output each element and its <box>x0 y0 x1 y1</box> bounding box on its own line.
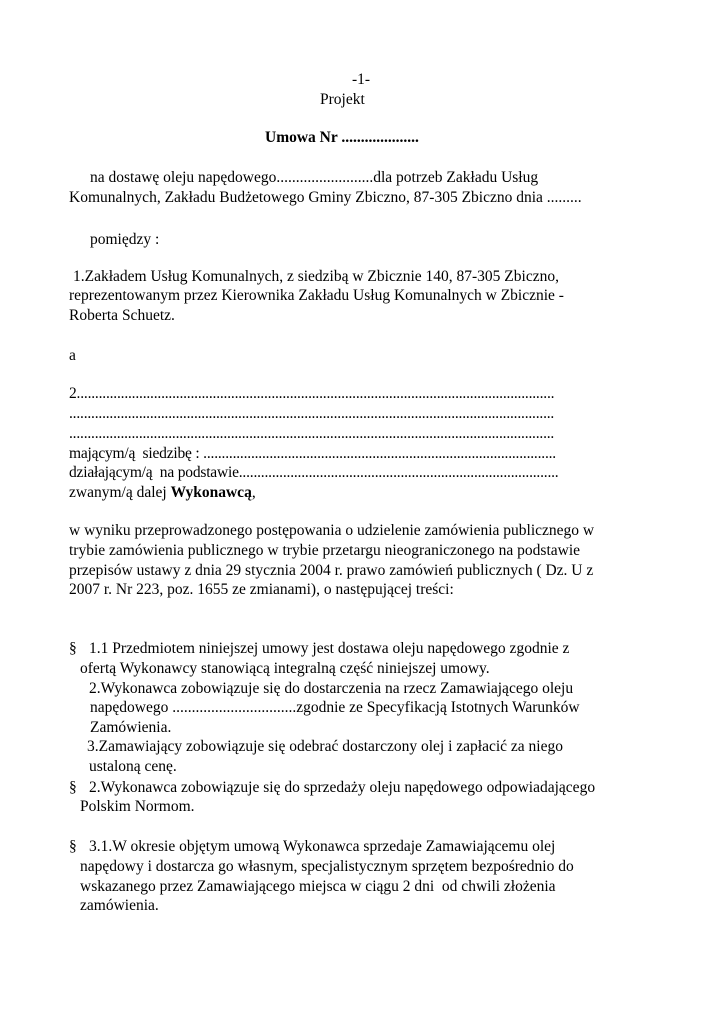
section-2-symbol: § <box>69 779 77 796</box>
basis-line-3: przepisów ustawy z dnia 29 stycznia 2004 r. prawo zamówień publicznych ( Dz. U z <box>69 562 594 579</box>
section-2-line-1: 2.Wykonawca zobowiązuje się do sprzedaży oleju napędowego odpowiadającego <box>89 779 596 796</box>
section-1-line-6: 3.Zamawiający zobowiązuje się odebrać dostarczony olej i zapłacić za niego <box>87 738 563 755</box>
intro-line-2: Komunalnych, Zakładu Budżetowego Gminy Zbiczno, 87-305 Zbiczno dnia ......... <box>69 189 582 206</box>
section-1-line-2: ofertą Wykonawcy stanowiącą integralną część niniejszej umowy. <box>80 660 490 677</box>
between-label: pomiędzy : <box>90 231 160 248</box>
section-1-symbol: § <box>69 640 77 657</box>
party2-basis-line: działającym/ą na podstawie....................................................................................... <box>69 464 559 481</box>
section-3-line-2: napędowy i dostarcza go własnym, specjalistycznym sprzętem bezpośrednio do <box>80 858 574 875</box>
section-2-line-2: Polskim Normom. <box>80 798 195 815</box>
section-1-line-7: ustaloną cenę. <box>89 758 177 775</box>
page-number: -1- <box>352 71 371 88</box>
party2-called-line <box>69 483 256 503</box>
party1-line-1: 1.Zakładem Usług Komunalnych, z siedzibą w Zbicznie 140, 87-305 Zbiczno, <box>73 268 559 285</box>
section-3-line-3: wskazanego przez Zamawiającego miejsca w ciągu 2 dni od chwili złożenia <box>80 878 556 895</box>
party2-line-3: .................................................................................................................................... <box>69 425 555 442</box>
party1-line-2: reprezentowanym przez Kierownika Zakładu Usług Komunalnych w Zbicznie - <box>69 287 564 304</box>
and-label: a <box>69 347 76 364</box>
called-prefix: zwanym/ą dalej <box>69 484 171 501</box>
document-label: Projekt <box>320 91 365 108</box>
section-3-line-1: 3.1.W okresie objętym umową Wykonawca sprzedaje Zamawiającemu olej <box>89 838 556 855</box>
party2-line-2: .................................................................................................................................... <box>69 405 555 422</box>
contractor-name: Wykonawcą <box>170 484 252 501</box>
party2-seat-line: mającym/ą siedzibę : ................................................................................................ <box>69 445 556 462</box>
party1-line-3: Roberta Schuetz. <box>69 307 175 324</box>
section-3-line-4: zamówienia. <box>80 897 159 914</box>
basis-line-4: 2007 r. Nr 223, poz. 1655 ze zmianami), o następującej treści: <box>69 581 454 598</box>
contract-title: Umowa Nr .................... <box>265 129 419 146</box>
section-3-symbol: § <box>69 838 77 855</box>
party2-line-1: 2.................................................................................................................................. <box>69 385 555 402</box>
basis-line-1: w wyniku przeprowadzonego postępowania o udzielenie zamówienia publicznego w <box>69 522 595 539</box>
section-1-line-4: napędowego ................................zgodnie ze Specyfikacją Istotnych Warunków <box>90 699 580 716</box>
basis-line-2: trybie zamówienia publicznego w trybie przetargu nieograniczonego na podstawie <box>69 542 581 559</box>
called-suffix: , <box>251 484 256 501</box>
section-1-line-1: 1.1 Przedmiotem niniejszej umowy jest dostawa oleju napędowego zgodnie z <box>89 640 570 657</box>
section-1-line-3: 2.Wykonawca zobowiązuje się do dostarczenia na rzecz Zamawiającego oleju <box>89 680 574 697</box>
intro-line-1: na dostawę oleju napędowego.........................dla potrzeb Zakładu Usług <box>90 169 539 186</box>
section-1-line-5: Zamówienia. <box>90 719 172 736</box>
